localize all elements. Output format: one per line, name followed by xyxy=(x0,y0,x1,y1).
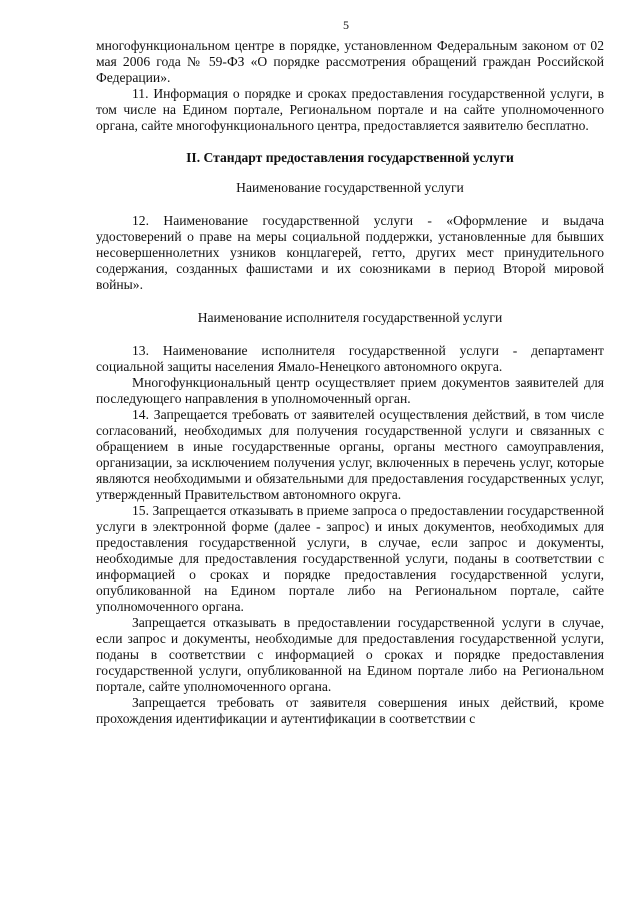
section-title: II. Стандарт предоставления государственной услуги xyxy=(186,150,514,165)
subtitle-service-executor: Наименование исполнителя государственной услуги xyxy=(197,310,503,325)
paragraph-15: 15. Запрещается отказывать в приеме запроса о предоставлении государственной услуги в электронной форме (далее - запрос) и иных документов, необходимых для предоставления государственной услуги, в случае, если запрос и документы, необходимые для предоставления государственной услуги, поданы в соответствии с информацией о сроках и порядке предоставления государственной услуги, опубликованной на Едином портале либо на Региональном портале, сайте уполномоченного органа. xyxy=(96,503,604,614)
paragraph-11: 11. Информация о порядке и сроках предоставления государственной услуги, в том числе на Едином портале, Региональном портале и на сайте уполномоченного органа, сайте многофункционального центра, предоставляется заявителю бесплатно. xyxy=(96,86,604,133)
paragraph-identification: Запрещается требовать от заявителя совершения иных действий, кроме прохождения идентификации и аутентификации в соответствии с xyxy=(96,695,604,726)
document-page xyxy=(96,18,604,727)
paragraph-refusal: Запрещается отказывать в предоставлении государственной услуги в случае, если запрос и документы, необходимые для предоставления государственной услуги, поданы в соответствии с информацией о сроках и порядке предоставления государственной услуги, опубликованной на Едином портале либо на Региональном портале, сайте уполномоченного органа. xyxy=(96,615,604,694)
page-number: 5 xyxy=(343,18,349,32)
paragraph-mfc: Многофункциональный центр осуществляет прием документов заявителей для последующего направления в уполномоченный орган. xyxy=(96,375,604,406)
subtitle-service-name: Наименование государственной услуги xyxy=(236,180,464,195)
paragraph-continuation: многофункциональном центре в порядке, установленном Федеральным законом от 02 мая 2006 года № 59-ФЗ «О порядке рассмотрения обращений граждан Российской Федерации». xyxy=(96,38,604,85)
paragraph-14: 14. Запрещается требовать от заявителей осуществления действий, в том числе согласований, необходимых для получения государственной услуги и связанных с обращением в иные государственные органы, органы местного самоуправления, организации, за исключением получения услуг, включенных в перечень услуг, которые являются необходимыми и обязательными для предоставления государственных услуг, утвержденный Правительством автономного округа. xyxy=(96,407,604,502)
paragraph-13: 13. Наименование исполнителя государственной услуги - департамент социальной защиты населения Ямало-Ненецкого автономного округа. xyxy=(96,343,604,374)
paragraph-12: 12. Наименование государственной услуги - «Оформление и выдача удостоверений о праве на меры социальной поддержки, установленные для бывших несовершеннолетних узников концлагерей, гетто, других мест принудительного содержания, созданных фашистами и их союзниками в период Второй мировой войны». xyxy=(96,213,604,292)
